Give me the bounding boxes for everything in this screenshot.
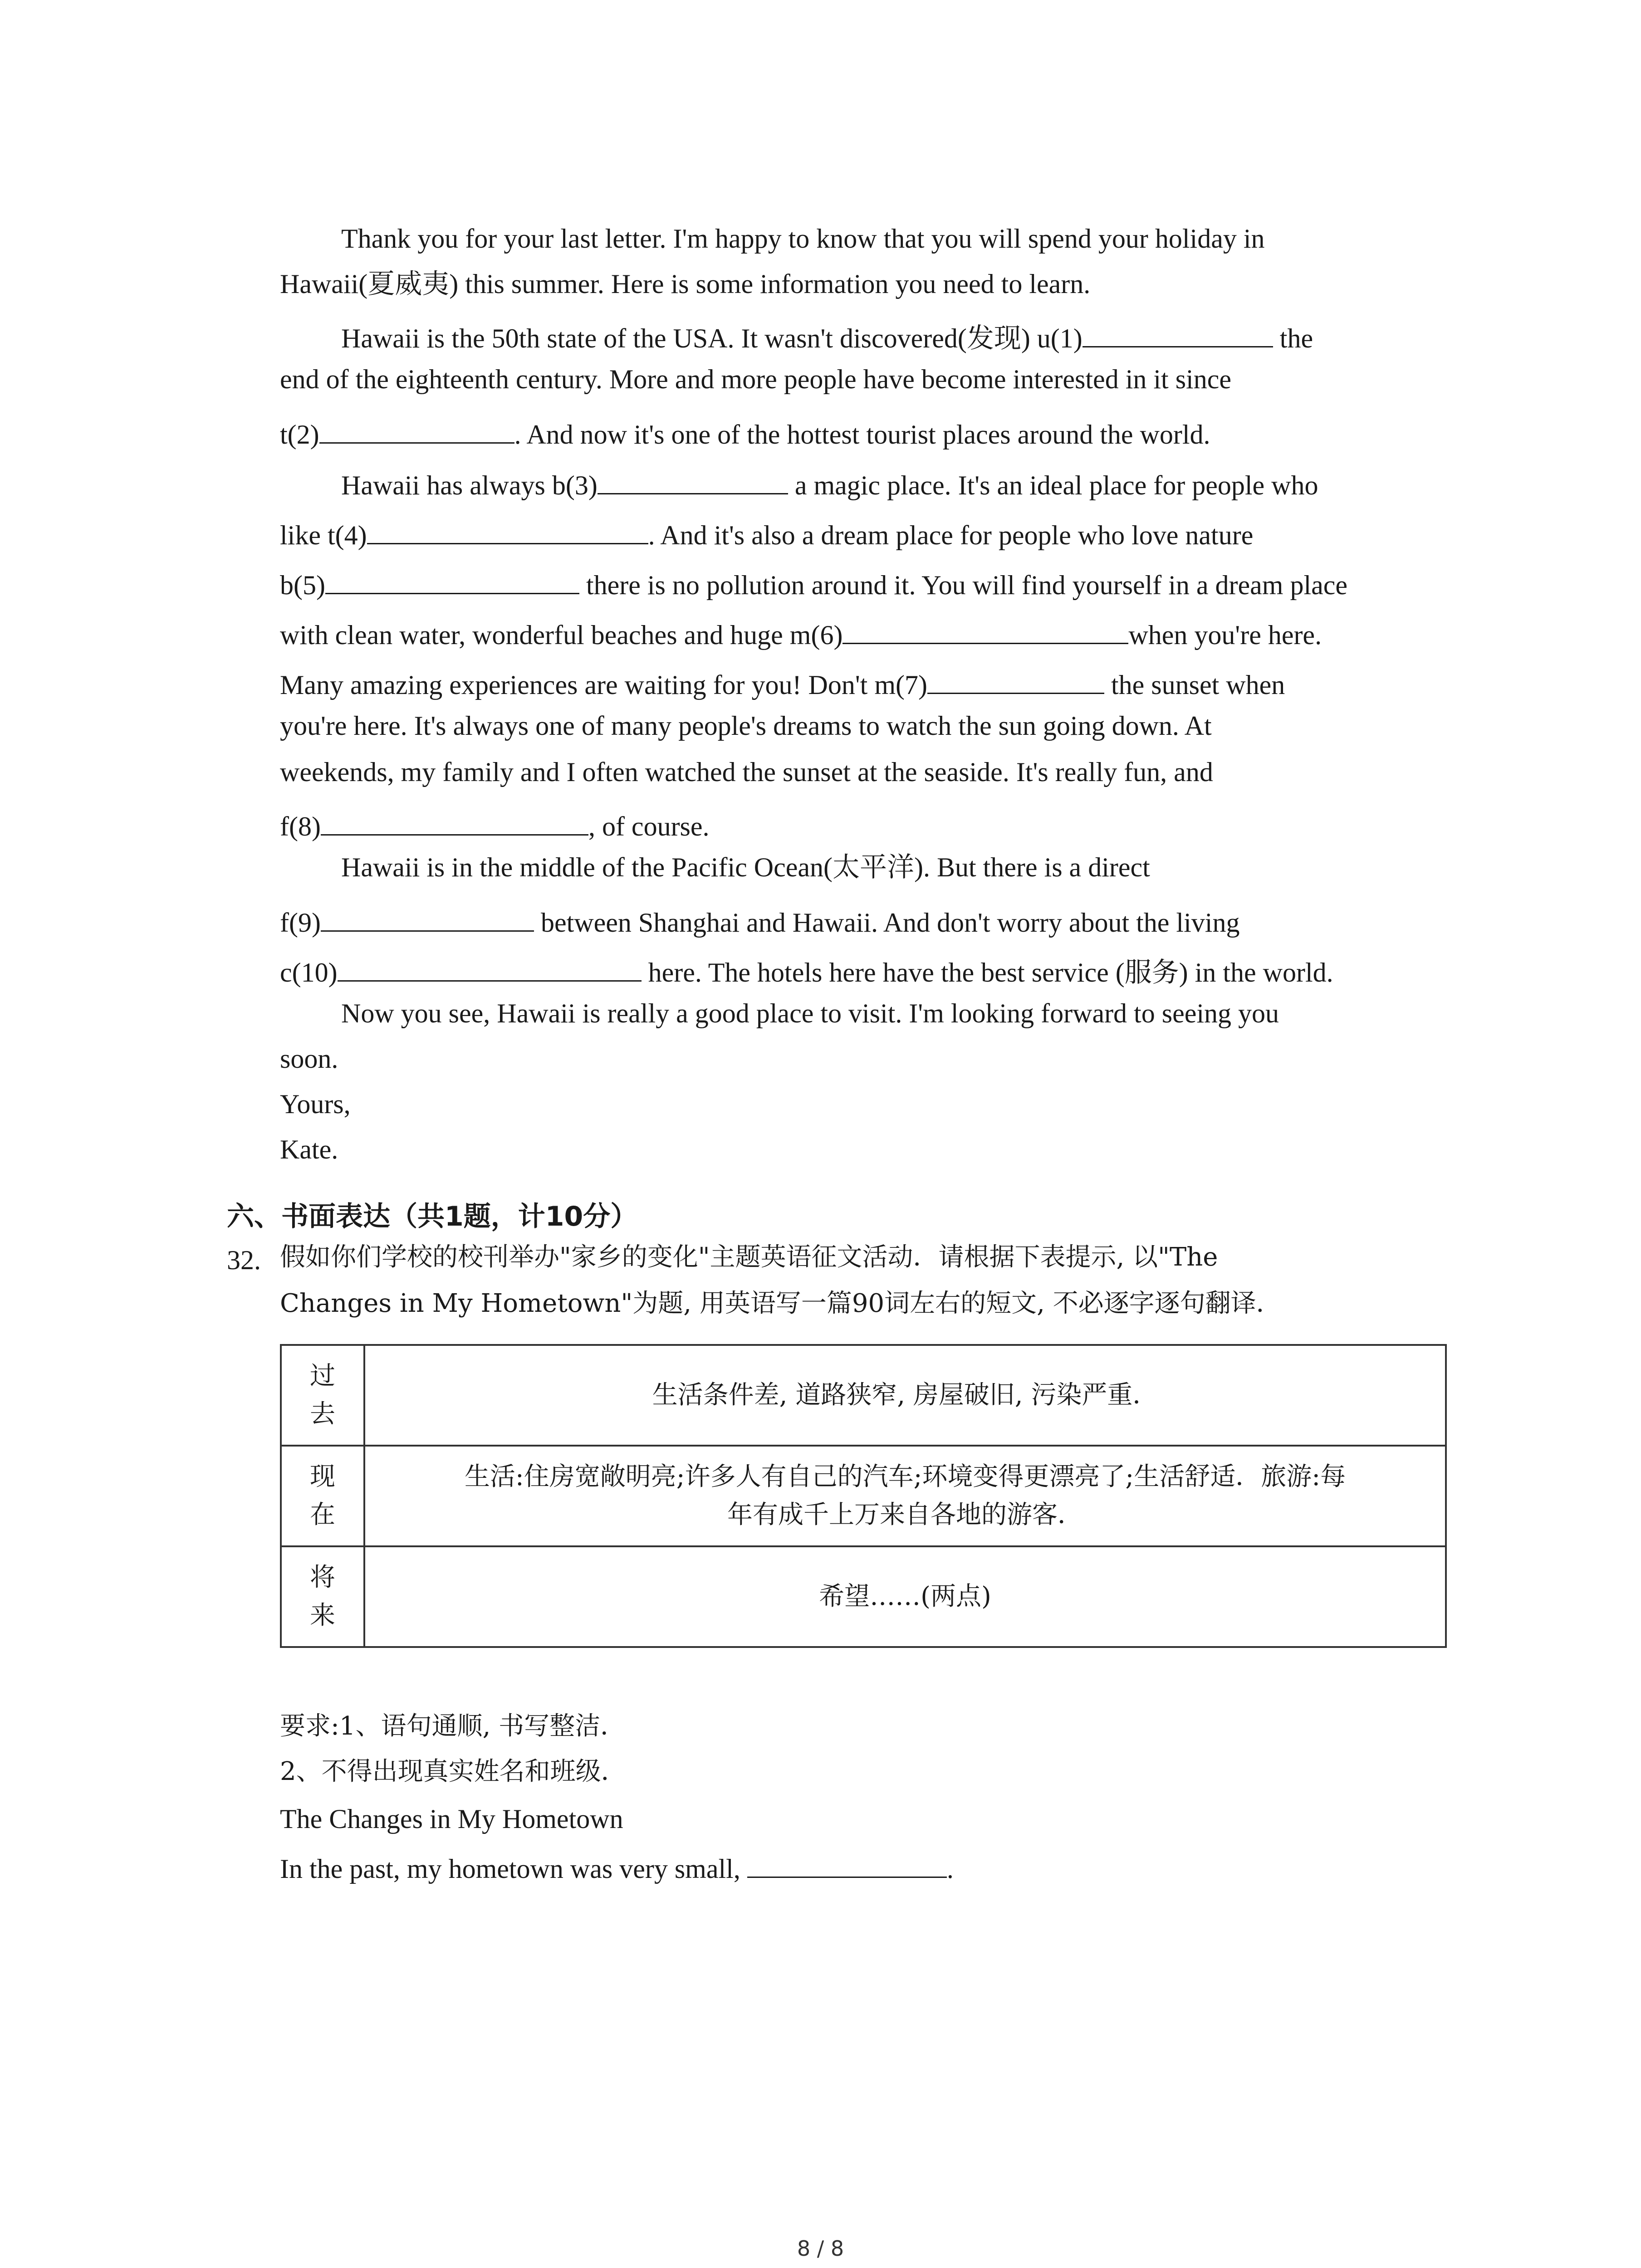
letter-line: end of the eighteenth century. More and more people have become interested in it since (280, 364, 1231, 394)
table-row (281, 1446, 1446, 1546)
text-segment: f(9) (280, 908, 321, 938)
letter-line: soon. (280, 1044, 338, 1074)
essay-blank[interactable] (747, 1851, 947, 1878)
text-segment: t(2) (280, 420, 319, 450)
text-segment: when you're here. (1128, 620, 1322, 650)
content-line: 生活:住房宽敞明亮;许多人有自己的汽车;环境变得更漂亮了;生活舒适．旅游:每 (464, 1462, 1346, 1491)
answer-blank-10[interactable] (338, 954, 642, 982)
letter-line (280, 617, 1322, 649)
text-segment: there is no pollution around it. You will find yourself in a dream place (579, 570, 1348, 600)
content-line: 希望……(两点) (819, 1582, 991, 1611)
row-content (364, 1345, 1446, 1446)
letter-line (280, 904, 1239, 936)
answer-blank-8[interactable] (321, 808, 588, 836)
hints-table (280, 1344, 1447, 1648)
table-row (281, 1345, 1446, 1446)
text-segment: b(5) (280, 570, 325, 600)
essay-title: The Changes in My Hometown (280, 1804, 623, 1834)
letter-line (280, 667, 1285, 699)
requirement-line: 要求:1、语句通顺, 书写整洁． (280, 1711, 626, 1741)
letter-line: Hawaii is in the middle of the Pacific Ocean(太平洋). But there is a direct (341, 852, 1150, 882)
letter-line (280, 416, 1210, 448)
letter-signature: Kate. (280, 1134, 338, 1164)
row-label (281, 1345, 364, 1446)
text-segment: c(10) (280, 958, 338, 987)
text-segment: . And it's also a dream place for people who love nature (648, 520, 1254, 550)
row-label (281, 1446, 364, 1546)
essay-start (280, 1851, 954, 1882)
text-segment: In the past, my hometown was very small, (280, 1854, 747, 1884)
letter-line: weekends, my family and I often watched the sunset at the seaside. It's really fun, and (280, 757, 1213, 787)
answer-blank-6[interactable] (843, 617, 1128, 644)
label-char: 将 (310, 1563, 335, 1592)
text-segment: with clean water, wonderful beaches and huge m(6) (280, 620, 843, 650)
letter-line (341, 467, 1318, 499)
letter-line: Thank you for your last letter. I'm happy to know that you will spend your holiday in (341, 224, 1265, 254)
letter-line: Hawaii(夏威夷) this summer. Here is some information you need to learn. (280, 269, 1091, 299)
answer-blank-3[interactable] (598, 467, 788, 494)
content-line: 生活条件差, 道路狭窄, 房屋破旧, 污染严重． (652, 1380, 1158, 1410)
answer-blank-9[interactable] (321, 904, 534, 932)
row-label (281, 1546, 364, 1647)
text-segment: a magic place. It's an ideal place for people who (788, 470, 1318, 500)
text-segment: , of course. (588, 811, 710, 841)
text-segment: . (946, 1854, 954, 1884)
text-segment: the (1273, 323, 1313, 353)
answer-blank-5[interactable] (325, 567, 579, 594)
text-segment: here. The hotels here have the best service (服务) in the world. (641, 958, 1333, 987)
requirement-line: 2、不得出现真实姓名和班级． (280, 1757, 627, 1786)
letter-line (280, 954, 1333, 986)
label-char: 过 (310, 1361, 335, 1391)
label-char: 来 (310, 1601, 335, 1630)
question-number: 32. (227, 1245, 261, 1275)
question-prompt: Changes in My Hometown"为题, 用英语写一篇90词左右的短文, 不必逐字逐句翻译． (280, 1289, 1282, 1318)
answer-blank-4[interactable] (367, 517, 648, 544)
text-segment: the sunset when (1104, 670, 1285, 700)
text-segment: . And now it's one of the hottest tourist places around the world. (514, 420, 1210, 450)
table-row (281, 1546, 1446, 1647)
answer-blank-2[interactable] (319, 416, 514, 444)
letter-line (341, 320, 1313, 352)
content-line: 年有成千上万来自各地的游客． (727, 1500, 1083, 1530)
text-segment: Hawaii has always b(3) (341, 470, 598, 500)
letter-closing: Yours, (280, 1089, 351, 1119)
label-char: 现 (310, 1462, 335, 1491)
text-segment: like t(4) (280, 520, 367, 550)
letter-line (280, 808, 710, 840)
question-prompt: 假如你们学校的校刊举办"家乡的变化"主题英语征文活动．请根据下表提示, 以"The (280, 1242, 1218, 1272)
page-number: 8 / 8 (797, 2236, 844, 2261)
label-char: 去 (310, 1399, 335, 1429)
letter-line (280, 567, 1347, 599)
answer-blank-7[interactable] (927, 667, 1104, 694)
letter-line (280, 517, 1253, 549)
letter-line: Now you see, Hawaii is really a good place to visit. I'm looking forward to seeing you (341, 998, 1279, 1028)
label-char: 在 (310, 1500, 335, 1530)
answer-blank-1[interactable] (1083, 320, 1273, 347)
text-segment: Hawaii is the 50th state of the USA. It wasn't discovered(发现) u(1) (341, 323, 1083, 353)
letter-line: you're here. It's always one of many people's dreams to watch the sun going down. At (280, 711, 1212, 741)
text-segment: Many amazing experiences are waiting for you! Don't m(7) (280, 670, 927, 700)
text-segment: f(8) (280, 811, 321, 841)
section-title: 六、书面表达（共1题，计10分） (227, 1201, 638, 1232)
row-content (364, 1446, 1446, 1546)
row-content (364, 1546, 1446, 1647)
text-segment: between Shanghai and Hawaii. And don't worry about the living (534, 908, 1240, 938)
